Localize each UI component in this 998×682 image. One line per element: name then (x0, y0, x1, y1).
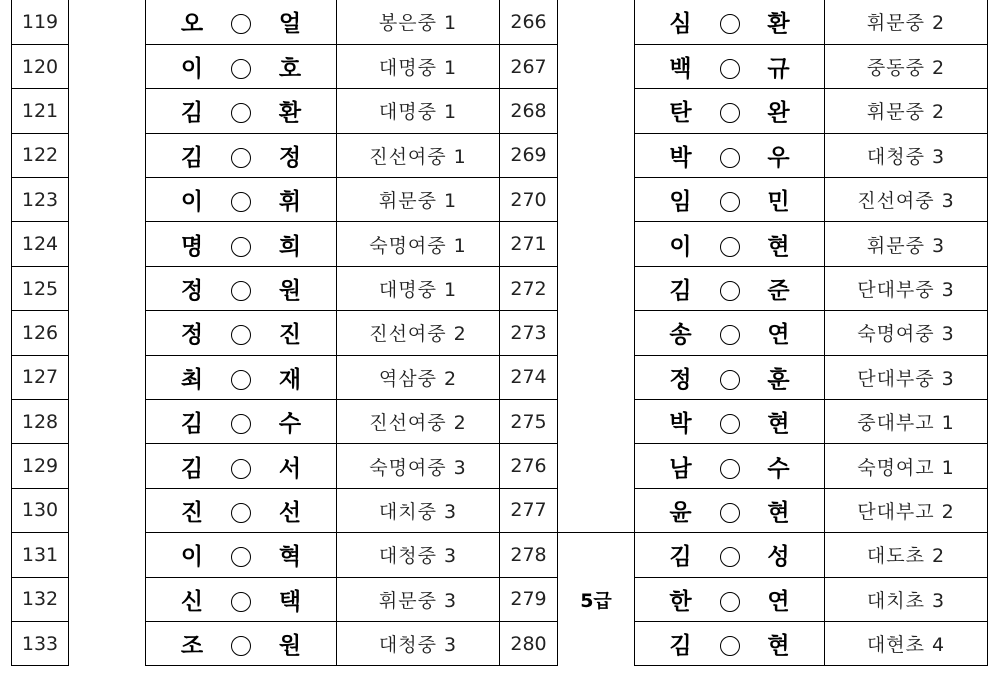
school-grade: 대청중 3 (337, 533, 500, 577)
table-row (12, 488, 988, 532)
given-name-last-char: 성 (767, 544, 790, 571)
entry-number: 128 (12, 400, 69, 444)
masked-character-circle-icon (720, 103, 740, 123)
student-name (635, 0, 825, 44)
masked-character-circle-icon (231, 592, 251, 612)
given-name-last-char: 수 (767, 455, 790, 482)
entry-number: 120 (12, 44, 69, 88)
entry-number: 267 (500, 44, 558, 88)
entry-number: 121 (12, 89, 69, 133)
surname: 최 (180, 366, 204, 393)
masked-character-circle-icon (720, 414, 740, 434)
surname: 이 (180, 189, 204, 216)
entry-number: 270 (500, 178, 558, 222)
student-name (635, 311, 825, 355)
surname: 이 (180, 544, 204, 571)
surname: 윤 (669, 499, 692, 526)
masked-character-circle-icon (720, 547, 740, 567)
entry-number: 266 (500, 0, 558, 44)
masked-character-circle-icon (231, 636, 251, 656)
given-name-last-char: 희 (278, 233, 302, 260)
surname: 송 (669, 322, 692, 349)
masked-character-circle-icon (720, 192, 740, 212)
student-name (146, 311, 337, 355)
given-name-last-char: 훈 (767, 366, 790, 393)
school-grade: 대명중 1 (337, 89, 500, 133)
grade-cell (69, 355, 146, 399)
school-grade: 중대부고 1 (825, 400, 988, 444)
school-grade: 단대부중 3 (825, 266, 988, 310)
surname: 김 (669, 633, 692, 660)
given-name-last-char: 완 (767, 100, 790, 127)
entry-number: 271 (500, 222, 558, 266)
roster-table (11, 0, 988, 666)
masked-character-circle-icon (231, 281, 251, 301)
entry-number: 125 (12, 266, 69, 310)
student-name (635, 533, 825, 577)
student-name (146, 533, 337, 577)
given-name-last-char: 정 (278, 144, 302, 171)
student-name (146, 266, 337, 310)
given-name-last-char: 현 (767, 499, 790, 526)
surname: 김 (180, 455, 204, 482)
surname: 남 (669, 455, 692, 482)
given-name-last-char: 서 (278, 455, 302, 482)
masked-character-circle-icon (231, 59, 251, 79)
entry-number: 124 (12, 222, 69, 266)
grade-cell (69, 133, 146, 177)
surname: 진 (180, 499, 204, 526)
surname: 김 (180, 144, 204, 171)
masked-character-circle-icon (720, 14, 740, 34)
school-grade: 대청중 3 (337, 621, 500, 665)
table-row (12, 533, 988, 577)
given-name-last-char: 준 (767, 278, 790, 305)
surname: 정 (180, 278, 204, 305)
table-row (12, 178, 988, 222)
school-grade: 단대부고 2 (825, 488, 988, 532)
student-name (635, 133, 825, 177)
grade-label: 5급 (558, 533, 635, 666)
school-grade: 숙명여고 1 (825, 444, 988, 488)
school-grade: 휘문중 3 (825, 222, 988, 266)
student-name (635, 44, 825, 88)
surname: 한 (669, 588, 692, 615)
masked-character-circle-icon (231, 14, 251, 34)
given-name-last-char: 원 (278, 278, 302, 305)
masked-character-circle-icon (720, 281, 740, 301)
grade-cell (558, 488, 635, 532)
given-name-last-char: 우 (767, 144, 790, 171)
grade-cell (558, 44, 635, 88)
entry-number: 275 (500, 400, 558, 444)
surname: 조 (180, 633, 204, 660)
school-grade: 중동중 2 (825, 44, 988, 88)
entry-number: 123 (12, 178, 69, 222)
school-grade: 대도초 2 (825, 533, 988, 577)
table-row (12, 89, 988, 133)
given-name-last-char: 현 (767, 411, 790, 438)
masked-character-circle-icon (231, 237, 251, 257)
student-name (146, 178, 337, 222)
table-row (12, 0, 988, 44)
grade-cell (69, 621, 146, 665)
surname: 박 (669, 411, 692, 438)
grade-cell (558, 89, 635, 133)
student-name (635, 355, 825, 399)
grade-cell (69, 400, 146, 444)
entry-number: 126 (12, 311, 69, 355)
grade-cell (558, 444, 635, 488)
grade-cell (558, 400, 635, 444)
student-name (635, 444, 825, 488)
entry-number: 277 (500, 488, 558, 532)
entry-number: 272 (500, 266, 558, 310)
student-name (635, 178, 825, 222)
entry-number: 268 (500, 89, 558, 133)
grade-cell (69, 266, 146, 310)
entry-number: 273 (500, 311, 558, 355)
student-name (635, 577, 825, 621)
school-grade: 진선여중 1 (337, 133, 500, 177)
grade-cell (69, 444, 146, 488)
grade-cell (69, 311, 146, 355)
surname: 이 (669, 233, 692, 260)
surname: 정 (180, 322, 204, 349)
school-grade: 휘문중 2 (825, 89, 988, 133)
student-name (146, 0, 337, 44)
surname: 김 (669, 278, 692, 305)
school-grade: 대명중 1 (337, 44, 500, 88)
grade-cell (69, 89, 146, 133)
given-name-last-char: 택 (278, 588, 302, 615)
given-name-last-char: 호 (278, 56, 302, 83)
student-name (146, 133, 337, 177)
grade-cell (69, 0, 146, 44)
given-name-last-char: 규 (767, 56, 790, 83)
student-name (146, 355, 337, 399)
table-row (12, 400, 988, 444)
student-name (146, 89, 337, 133)
student-name (146, 488, 337, 532)
masked-character-circle-icon (720, 325, 740, 345)
given-name-last-char: 민 (767, 189, 790, 216)
surname: 백 (669, 56, 692, 83)
masked-character-circle-icon (231, 192, 251, 212)
given-name-last-char: 현 (767, 633, 790, 660)
masked-character-circle-icon (720, 370, 740, 390)
grade-cell (69, 178, 146, 222)
given-name-last-char: 재 (278, 366, 302, 393)
school-grade: 휘문중 2 (825, 0, 988, 44)
masked-character-circle-icon (231, 370, 251, 390)
given-name-last-char: 환 (767, 11, 790, 38)
student-name (635, 266, 825, 310)
masked-character-circle-icon (720, 503, 740, 523)
student-name (146, 621, 337, 665)
given-name-last-char: 선 (278, 499, 302, 526)
entry-number: 133 (12, 621, 69, 665)
given-name-last-char: 수 (278, 411, 302, 438)
masked-character-circle-icon (720, 592, 740, 612)
student-name (146, 400, 337, 444)
school-grade: 진선여중 2 (337, 311, 500, 355)
grade-cell (69, 44, 146, 88)
given-name-last-char: 얼 (278, 11, 302, 38)
school-grade: 휘문중 3 (337, 577, 500, 621)
table-row (12, 222, 988, 266)
masked-character-circle-icon (720, 237, 740, 257)
surname: 박 (669, 144, 692, 171)
school-grade: 대치중 3 (337, 488, 500, 532)
given-name-last-char: 현 (767, 233, 790, 260)
grade-cell (558, 355, 635, 399)
masked-character-circle-icon (720, 636, 740, 656)
grade-cell (558, 0, 635, 44)
surname: 오 (180, 11, 204, 38)
entry-number: 130 (12, 488, 69, 532)
entry-number: 122 (12, 133, 69, 177)
grade-cell (558, 311, 635, 355)
table-row (12, 577, 988, 621)
school-grade: 휘문중 1 (337, 178, 500, 222)
surname: 김 (669, 544, 692, 571)
school-grade: 진선여중 3 (825, 178, 988, 222)
school-grade: 진선여중 2 (337, 400, 500, 444)
student-name (146, 44, 337, 88)
student-name (635, 488, 825, 532)
surname: 김 (180, 100, 204, 127)
entry-number: 276 (500, 444, 558, 488)
entry-number: 278 (500, 533, 558, 577)
table-row (12, 621, 988, 665)
grade-cell (69, 222, 146, 266)
surname: 김 (180, 411, 204, 438)
masked-character-circle-icon (720, 148, 740, 168)
student-name (146, 222, 337, 266)
student-name (635, 621, 825, 665)
school-grade: 대명중 1 (337, 266, 500, 310)
masked-character-circle-icon (231, 503, 251, 523)
grade-cell (558, 266, 635, 310)
grade-cell (69, 488, 146, 532)
masked-character-circle-icon (231, 103, 251, 123)
entry-number: 274 (500, 355, 558, 399)
masked-character-circle-icon (720, 59, 740, 79)
masked-character-circle-icon (231, 148, 251, 168)
student-name (635, 89, 825, 133)
given-name-last-char: 환 (278, 100, 302, 127)
given-name-last-char: 연 (767, 588, 790, 615)
entry-number: 269 (500, 133, 558, 177)
table-row (12, 133, 988, 177)
school-grade: 숙명여중 1 (337, 222, 500, 266)
given-name-last-char: 연 (767, 322, 790, 349)
given-name-last-char: 혁 (278, 544, 302, 571)
table-row (12, 44, 988, 88)
entry-number: 280 (500, 621, 558, 665)
grade-cell (558, 222, 635, 266)
school-grade: 숙명여중 3 (825, 311, 988, 355)
surname: 임 (669, 189, 692, 216)
school-grade: 역삼중 2 (337, 355, 500, 399)
school-grade: 대치초 3 (825, 577, 988, 621)
table-row (12, 444, 988, 488)
masked-character-circle-icon (231, 459, 251, 479)
entry-number: 127 (12, 355, 69, 399)
entry-number: 132 (12, 577, 69, 621)
surname: 심 (669, 11, 692, 38)
masked-character-circle-icon (231, 547, 251, 567)
masked-character-circle-icon (231, 325, 251, 345)
given-name-last-char: 휘 (278, 189, 302, 216)
surname: 탄 (669, 100, 692, 127)
surname: 이 (180, 56, 204, 83)
roster-body (12, 0, 988, 666)
entry-number: 131 (12, 533, 69, 577)
table-row (12, 266, 988, 310)
surname: 명 (180, 233, 204, 260)
school-grade: 봉은중 1 (337, 0, 500, 44)
student-name (146, 577, 337, 621)
given-name-last-char: 원 (278, 633, 302, 660)
grade-cell (69, 533, 146, 577)
grade-cell (69, 577, 146, 621)
student-name (635, 222, 825, 266)
school-grade: 숙명여중 3 (337, 444, 500, 488)
entry-number: 119 (12, 0, 69, 44)
surname: 신 (180, 588, 204, 615)
school-grade: 단대부중 3 (825, 355, 988, 399)
school-grade: 대현초 4 (825, 621, 988, 665)
entry-number: 129 (12, 444, 69, 488)
grade-cell (558, 133, 635, 177)
table-row (12, 311, 988, 355)
masked-character-circle-icon (720, 459, 740, 479)
entry-number: 279 (500, 577, 558, 621)
school-grade: 대청중 3 (825, 133, 988, 177)
given-name-last-char: 진 (278, 322, 302, 349)
surname: 정 (669, 366, 692, 393)
student-name (635, 400, 825, 444)
masked-character-circle-icon (231, 414, 251, 434)
grade-cell (558, 178, 635, 222)
student-name (146, 444, 337, 488)
table-row (12, 355, 988, 399)
